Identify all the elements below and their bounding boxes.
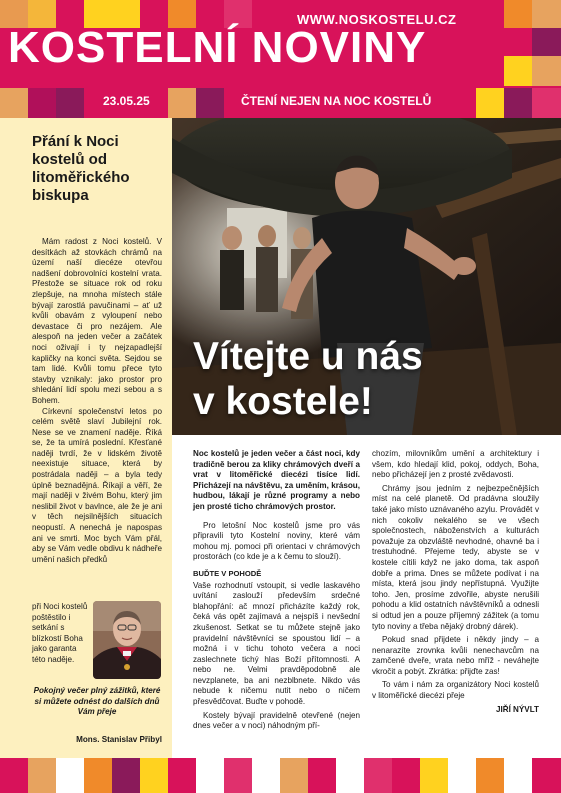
article-paragraph: Chrámy jsou jedním z nejbezpečnějších míst na celé planetě. Od pradávna sloužily také jako místo uznávaného azylu. Provádět v nich cokoliv nekalého se ve všech společnostech, náboženstvích a kulturách považuje za obzvláště nevhodné, ohavné ba i trestuhodné. Přejeme tedy, abyste se v kostele cítili když ne jako doma, tak aspoň dobře a prima. Dnes se můžete podívat i na místa, která jsou jindy nepřístupná. Využijte toho. Jen, prosíme zdvořile, abyste nerušili pohodu a klid ostatních návštěvníků a odnesli si odtud jen a pouze příjemný zážitek (a tomu tyto noviny a třeba nějaký drobný dárek). [372, 483, 539, 631]
decor-square [476, 758, 504, 793]
bishop-wish: Pokojný večer plný zážitků, které si můžete odnést do dalších dnů Vám přeje [33, 686, 161, 717]
article-lead: Noc kostelů je jeden večer a část noci, kdy tradičně berou za kliky chrámových dveří a vrat v litoměřické diecézi tisíce lidí. Přicházejí na návštěvu, za uměním, krásou, hudbou, lákají je různé programy a nebo jen prosté ticho chrámových prostor. [193, 449, 360, 511]
article-author: JIŘÍ NÝVLT [495, 704, 539, 714]
sidebar-paragraph: Církevní společenství letos po celém světě slaví Jubilejní rok. Nese se ve znamení naděje. Říká se, že ta umírá poslední. Křesťané naději tvrdí, že v lidském životě neexistuje situace, která by postrádala naději – a byla tedy úplně beznadějná. Říkají a věří, že mají naději v živém Bohu, který jim neslibil život v bavlnce, ale že je ani v těch nejsilnějších situacích neopustí. A nenechá je napospas ani ve smrti. Moc bych Vám přál, aby se Vám vedle obdivu k nádheře umění našich předků [32, 406, 162, 564]
article-paragraph: To vám i nám za organizátory Noci kostelů v litoměřické diecézi přeje [372, 680, 539, 701]
hero-headline [193, 334, 423, 424]
decor-square [168, 758, 196, 793]
decor-square [532, 88, 561, 118]
decor-square [140, 758, 168, 793]
decor-square [392, 758, 420, 793]
decor-square [280, 758, 308, 793]
article-column-1 [193, 449, 360, 735]
article-paragraph: chozím, milovníkům umění a architektury i všem, kdo hledají klid, pokoj, oddych, Boha, nebo přicházejí jen z prosté zvědavosti. [372, 449, 539, 480]
decor-square [308, 758, 336, 793]
decor-square [504, 88, 532, 118]
decor-square [84, 758, 112, 793]
decor-square [28, 88, 56, 118]
tagline: ČTENÍ NEJEN NA NOC KOSTELŮ [241, 94, 432, 108]
article-subheading: BUĎTE V POHODĚ [193, 568, 262, 578]
decor-square [224, 758, 252, 793]
bishop-signature: Mons. Stanislav Přibyl [76, 735, 162, 744]
article-intro: Pro letošní Noc kostelů jsme pro vás připravili tyto Kostelní noviny, které vám mohou mj. pomoci při orientaci v chrámových prostorách (co kde je a k čemu to slouží). [193, 520, 360, 562]
decor-square [476, 88, 504, 118]
decor-square [28, 758, 56, 793]
decor-square [0, 758, 28, 793]
sidebar-body [32, 237, 162, 565]
sidebar-paragraph: Mám radost z Noci kostelů. V desítkách až stovkách chrámů na území naší diecéze otevřou nadšení dobrovolníci kostelní vrata. Přestože se situace rok od roku zlepšuje, na mnoha místech stále bývají zarostlá pavučinami – ať už kvůli obavám z vyloupení nebo devastace či pro nezájem. Ale alespoň na jeden večer a začátek noci oživají i ty nejzapadlejší kapličky na konci světa. Sejdou se tam lidé. Kvůli tomu přece tyto stavby vznikaly: jako prostor pro shledání lidí spolu mezi sebou a s Bohem. [32, 237, 162, 405]
decor-square [168, 88, 196, 118]
sidebar-paragraph-tail: při Noci kostelů poštěstilo i setkání s blízkostí Boha jako garanta této naděje. [32, 602, 88, 664]
issue-date: 23.05.25 [103, 94, 150, 108]
decor-square [532, 28, 561, 56]
article-column-2 [372, 449, 539, 718]
headline-line: Vítejte u nás [193, 335, 423, 378]
decor-square [532, 758, 561, 793]
newspaper-title: KOSTELNÍ NOVINY [8, 23, 427, 72]
footer-decor [0, 758, 561, 793]
decor-square [532, 56, 561, 86]
decor-square [112, 758, 140, 793]
decor-square [364, 758, 392, 793]
website-url[interactable]: WWW.NOSKOSTELU.CZ [297, 12, 457, 27]
article-paragraph: Pokud snad přijdete i někdy jindy – a nenarazíte zrovnka kvůli nenechavcům na zamčené dveře, vrata nebo mříž - neváhejte vkročit a pobýt. Zkrátka: přijďte zas! [372, 635, 539, 676]
article-paragraph: Kostely bývají pravidelně otevřené (nejen dnes večer a v noci) náhodným pří- [193, 710, 360, 731]
decor-square [504, 56, 532, 86]
decor-square [532, 0, 561, 28]
decor-square [504, 0, 532, 28]
article-paragraph: Vaše rozhodnutí vstoupit, si vedle laskavého uvítání zaslouží především srdečné blahopřání: ač mnozí přicházíte každý rok, čeká vás opět zajímavá a nejspíš i nevšední zkušenost. Setkat se tu můžete stejně jako pravidelní návštěvníci se spoustou lidí – a možná i v tichu tohoto večera a noci zaslechnete tichý hlas Boží přítomnosti. A nebo ne. Velmi pravděpodobně ale nevzplanete, ba ani nezblbnete. Nikdo vás nebude k ničemu nutit nebo o ničem přesvědčovat. Buďte v pohodě. [193, 580, 360, 707]
decor-square [0, 88, 28, 118]
portrait-image [93, 601, 161, 679]
decor-square [196, 88, 224, 118]
bishop-portrait [93, 601, 161, 679]
headline-line: v kostele! [193, 380, 373, 423]
decor-square [56, 88, 84, 118]
sidebar-title: Přání k Noci kostelů od litoměřického biskupa [32, 133, 130, 204]
decor-square [420, 758, 448, 793]
